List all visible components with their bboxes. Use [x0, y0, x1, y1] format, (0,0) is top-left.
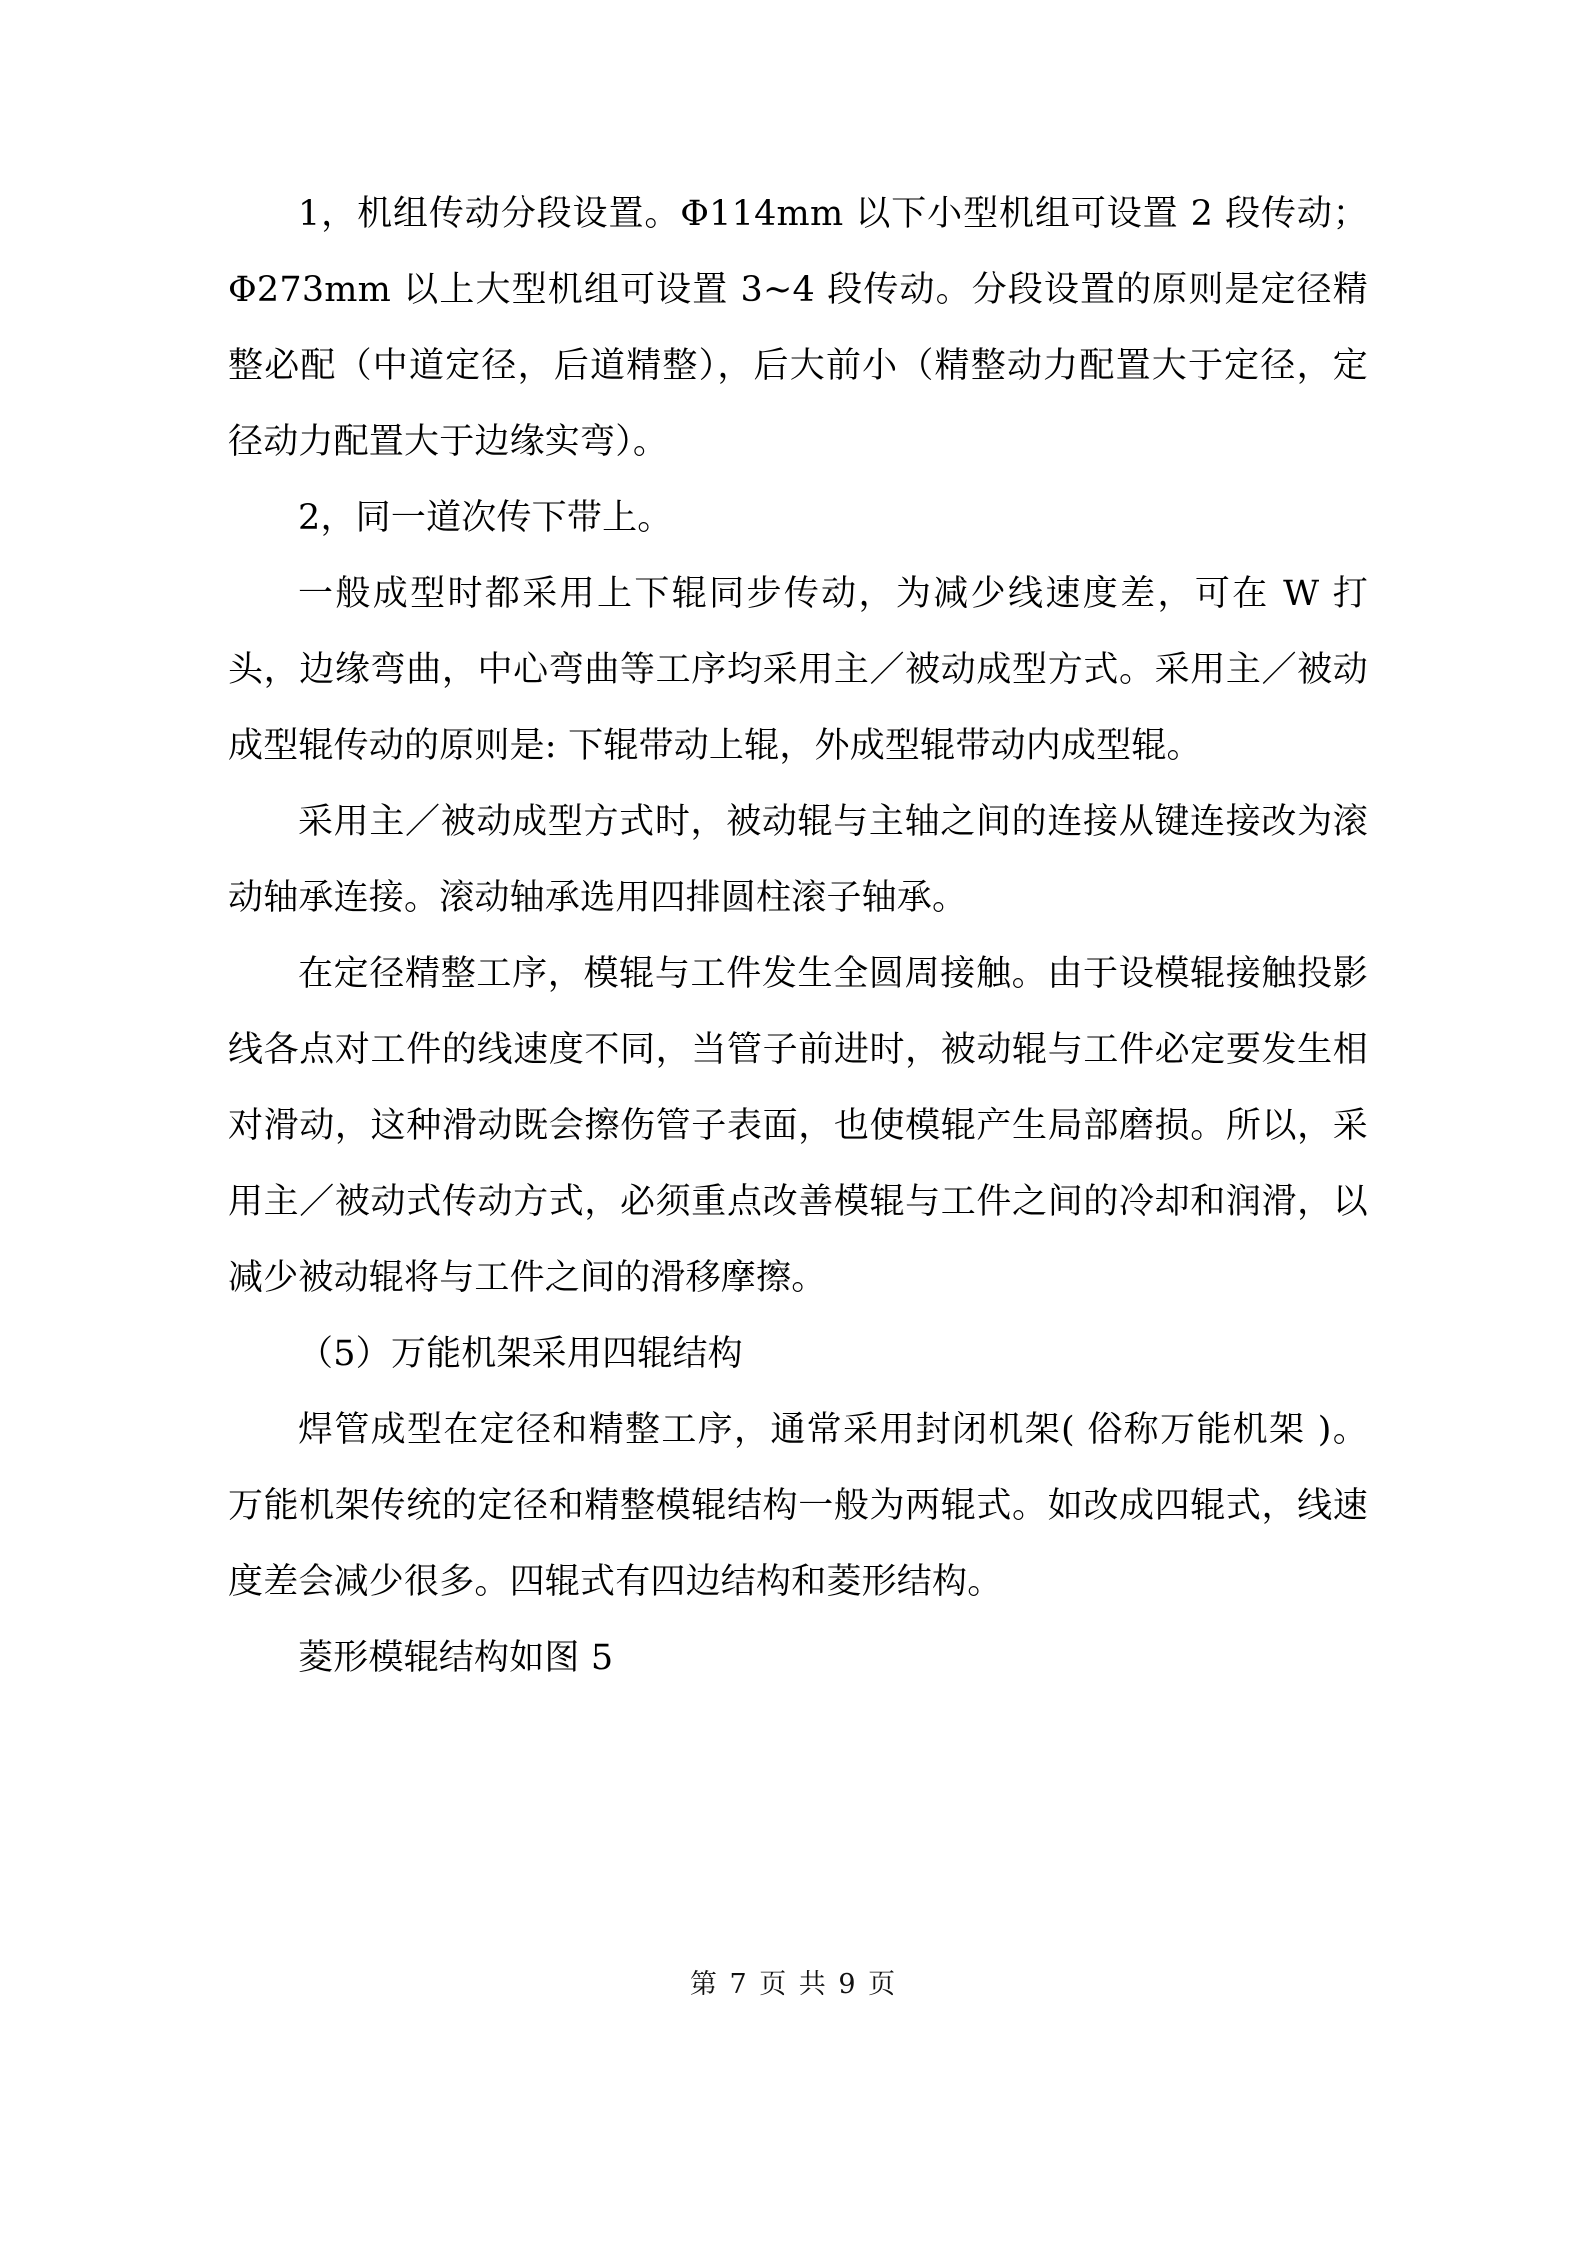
paragraph-1: 1，机组传动分段设置。Φ114mm 以下小型机组可设置 2 段传动；Φ273mm 以上大型机组可设置 3~4 段传动。分段设置的原则是定径精整必配（中道定径，后道精整），后大前小（精整动力配置大于定径，定径动力配置大于边缘实弯）。	[228, 194, 1368, 462]
paragraph-3: 一般成型时都采用上下辊同步传动，为减少线速度差，可在 W 打头，边缘弯曲，中心弯曲等工序均采用主／被动成型方式。采用主／被动成型辊传动的原则是: 下辊带动上辊，外成型辊带动内成型辊。	[228, 574, 1368, 766]
paragraph-4: 采用主／被动成型方式时，被动辊与主轴之间的连接从键连接改为滚动轴承连接。滚动轴承选用四排圆柱滚子轴承。	[228, 802, 1368, 918]
paragraph-6: （5）万能机架采用四辊结构	[298, 1334, 743, 1374]
paragraph-5: 在定径精整工序，模辊与工件发生全圆周接触。由于设模辊接触投影线各点对工件的线速度不同，当管子前进时，被动辊与工件必定要发生相对滑动，这种滑动既会擦伤管子表面，也使模辊产生局部磨损。所以，采用主／被动式传动方式，必须重点改善模辊与工件之间的冷却和润滑，以减少被动辊将与工件之间的滑移摩擦。	[228, 954, 1368, 1298]
paragraph-2: 2，同一道次传下带上。	[298, 498, 673, 538]
document-body	[228, 176, 1368, 1696]
paragraph-7: 焊管成型在定径和精整工序，通常采用封闭机架( 俗称万能机架 )。万能机架传统的定径和精整模辊结构一般为两辊式。如改成四辊式，线速度差会减少很多。四辊式有四边结构和菱形结构。	[228, 1410, 1368, 1602]
paragraph-8: 菱形模辊结构如图 5	[298, 1638, 614, 1678]
page-footer: 第 7 页 共 9 页	[689, 1969, 898, 2000]
